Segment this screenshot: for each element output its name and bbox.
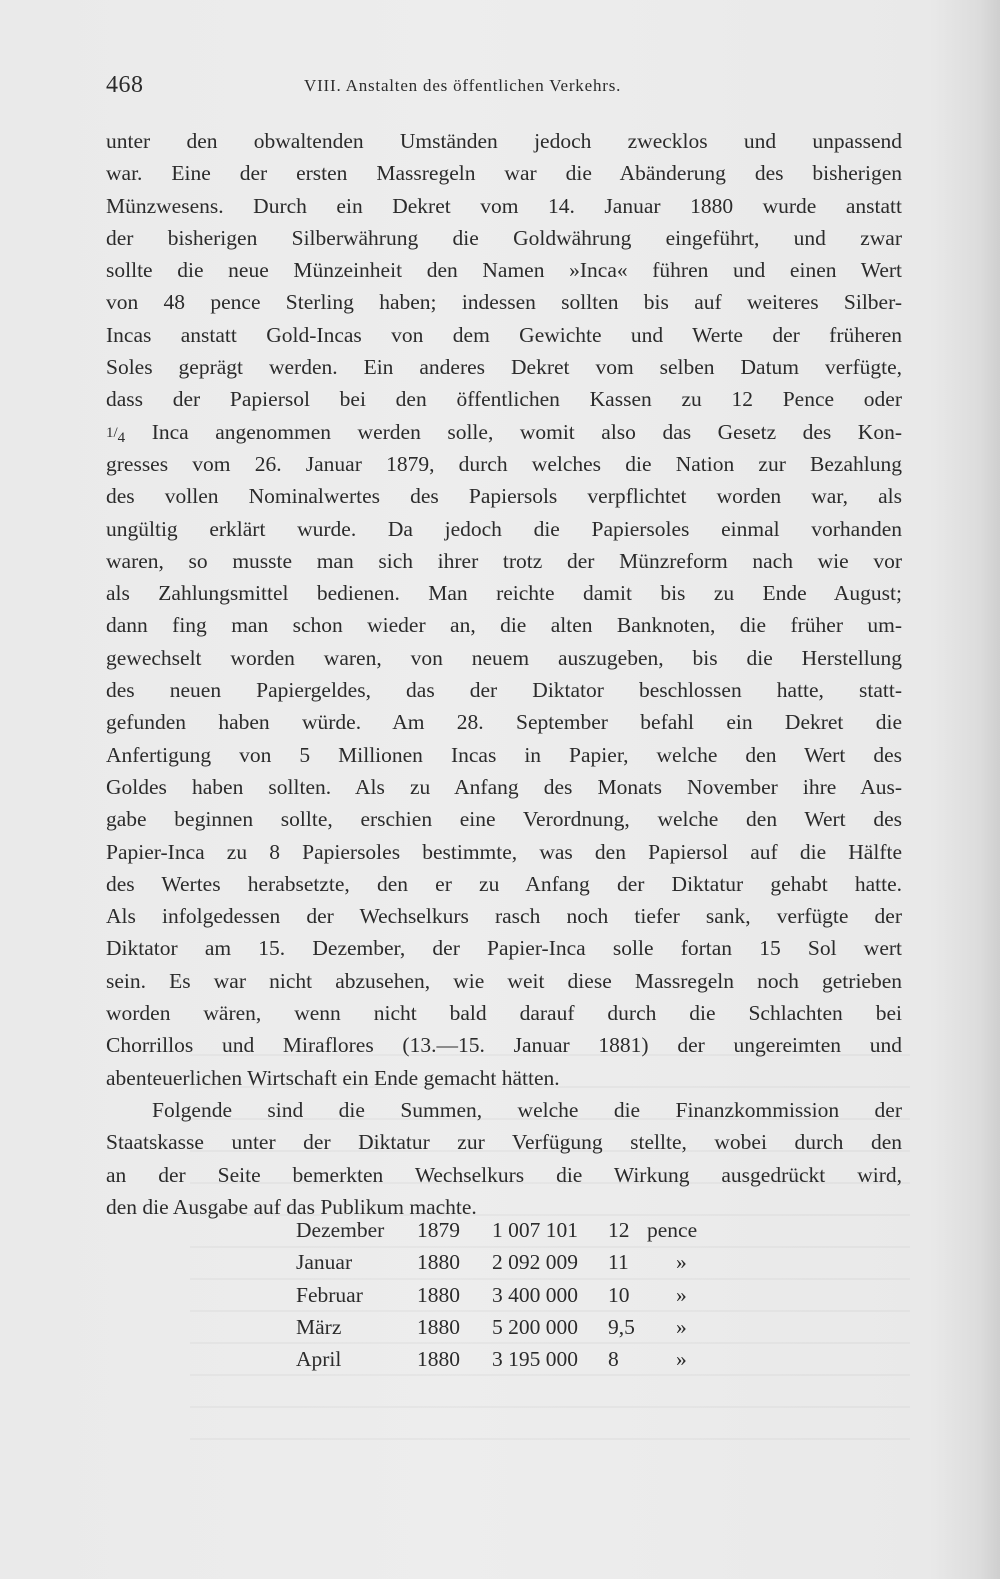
text-line: des vollen Nominalwertes des Papiersols verpflichtet worden war, als xyxy=(106,484,902,509)
text-line: waren, so musste man sich ihrer trotz der Münzreform nach wie vor xyxy=(106,548,902,573)
text-line: Diktator am 15. Dezember, der Papier-Inca solle fortan 15 Sol wert xyxy=(106,936,902,961)
text-line: Papier-Inca zu 8 Papiersoles bestimmte, was den Papiersol auf die Hälfte xyxy=(106,839,902,864)
page-header xyxy=(106,72,706,106)
text-line: sein. Es war nicht abzusehen, wie weit diese Massregeln noch getrieben xyxy=(106,968,902,993)
table-cell-unit: pence xyxy=(647,1218,698,1242)
table-cell-month: Januar xyxy=(296,1250,353,1275)
table-cell-unit: » xyxy=(676,1250,687,1275)
text-line: Incas anstatt Gold-Incas von dem Gewichte und Werte der früheren xyxy=(106,322,902,347)
table-cell-sum: 5 200 000 xyxy=(492,1314,578,1339)
text-line: des Wertes herabsetzte, den er zu Anfang der Diktatur gehabt hatte. xyxy=(106,871,902,896)
text-line: sollte die neue Münzeinheit den Namen »Inca« führen und einen Wert xyxy=(106,258,902,283)
table-row xyxy=(296,1279,716,1311)
text-line: an der Seite bemerkten Wechselkurs die Wirkung ausgedrückt wird, xyxy=(106,1162,902,1187)
running-head: VIII. Anstalten des öffentlichen Verkehrs. xyxy=(304,76,622,95)
text-line: Goldes haben sollten. Als zu Anfang des Monats November ihre Aus- xyxy=(106,774,902,799)
table-cell-month: Dezember xyxy=(296,1218,385,1242)
table-cell-sum: 3 400 000 xyxy=(492,1282,578,1307)
table-row xyxy=(296,1246,716,1278)
table-cell-month: Februar xyxy=(296,1282,363,1307)
table-cell-sum: 3 195 000 xyxy=(492,1347,578,1372)
table-cell-sum: 2 092 009 xyxy=(492,1250,578,1275)
text-line: gabe beginnen sollte, erschien eine Verordnung, welche den Wert des xyxy=(106,807,902,832)
text-line: gewechselt worden waren, von neuem auszugeben, bis die Herstellung xyxy=(106,645,902,670)
table-row xyxy=(296,1311,716,1343)
table-cell-month: April xyxy=(296,1347,342,1372)
text-line: Münzwesens. Durch ein Dekret vom 14. Januar 1880 wurde anstatt xyxy=(106,193,902,218)
text-line: abenteuerlichen Wirtschaft ein Ende gemacht hätten. xyxy=(106,1065,560,1090)
text-line: unter den obwaltenden Umständen jedoch zwecklos und unpassend xyxy=(106,129,902,153)
table-cell-month: März xyxy=(296,1314,342,1339)
text-line: als Zahlungsmittel bedienen. Man reichte damit bis zu Ende August; xyxy=(106,581,902,606)
text-line: worden wären, wenn nicht bald darauf durch die Schlachten bei xyxy=(106,1001,902,1026)
text-line: ungültig erklärt wurde. Da jedoch die Papiersoles einmal vorhanden xyxy=(106,516,902,541)
text-line: den die Ausgabe auf das Publikum machte. xyxy=(106,1194,477,1219)
text-line: gresses vom 26. Januar 1879, durch welches die Nation zur Bezahlung xyxy=(106,451,902,476)
table-cell-rate: 8 xyxy=(608,1347,619,1372)
table-cell-year: 1880 xyxy=(417,1314,460,1339)
table-cell-year: 1880 xyxy=(417,1282,460,1307)
text-line: gefunden haben würde. Am 28. September befahl ein Dekret die xyxy=(106,710,902,735)
table-cell-rate: 10 xyxy=(608,1282,630,1307)
sums-table xyxy=(296,1214,716,1375)
table-cell-year: 1880 xyxy=(417,1250,460,1275)
text-line-with-fraction xyxy=(106,416,902,448)
text-line: der bisherigen Silberwährung die Goldwährung eingeführt, und zwar xyxy=(106,225,902,250)
table-cell-unit: » xyxy=(676,1314,687,1339)
fraction-slash: / xyxy=(113,424,118,441)
text-line: Staatskasse unter der Diktatur zur Verfügung stellte, wobei durch den xyxy=(106,1130,902,1155)
fraction-line-text: Inca angenommen werden solle, womit also das Gesetz des Kon- xyxy=(125,419,902,444)
text-line: Anfertigung von 5 Millionen Incas in Papier, welche den Wert des xyxy=(106,742,902,767)
text-line: des neuen Papiergeldes, das der Diktator beschlossen hatte, statt- xyxy=(106,678,902,703)
text-line: Als infolgedessen der Wechselkurs rasch noch tiefer sank, verfügte der xyxy=(106,904,902,929)
table-cell-rate: 11 xyxy=(608,1250,629,1275)
text-line: von 48 pence Sterling haben; indessen sollten bis auf weiteres Silber- xyxy=(106,290,902,315)
table-cell-year: 1879 xyxy=(417,1218,460,1242)
table-cell-unit: » xyxy=(676,1282,687,1307)
table-cell-year: 1880 xyxy=(417,1347,460,1372)
text-line: dass der Papiersol bei den öffentlichen Kassen zu 12 Pence oder xyxy=(106,387,902,412)
table-row xyxy=(296,1214,716,1246)
page-number: 468 xyxy=(106,72,144,98)
body-text xyxy=(106,125,902,1223)
text-line: Soles geprägt werden. Ein anderes Dekret vom selben Datum verfügte, xyxy=(106,355,902,380)
text-line: Folgende sind die Summen, welche die Finanzkommission der xyxy=(152,1097,902,1122)
table-row xyxy=(296,1343,716,1375)
table-cell-sum: 1 007 101 xyxy=(492,1218,578,1242)
fraction-numerator: 1 xyxy=(106,424,114,441)
table-cell-rate: 9,5 xyxy=(608,1314,635,1339)
text-line: dann fing man schon wieder an, die alten Banknoten, die früher um- xyxy=(106,613,902,638)
table-cell-unit: » xyxy=(676,1347,687,1372)
text-line: war. Eine der ersten Massregeln war die Abänderung des bisherigen xyxy=(106,161,902,186)
fraction-denominator: 4 xyxy=(117,429,126,446)
text-line: Chorrillos und Miraflores (13.—15. Januar 1881) der ungereimten und xyxy=(106,1033,902,1058)
table-cell-rate: 12 xyxy=(608,1218,630,1242)
